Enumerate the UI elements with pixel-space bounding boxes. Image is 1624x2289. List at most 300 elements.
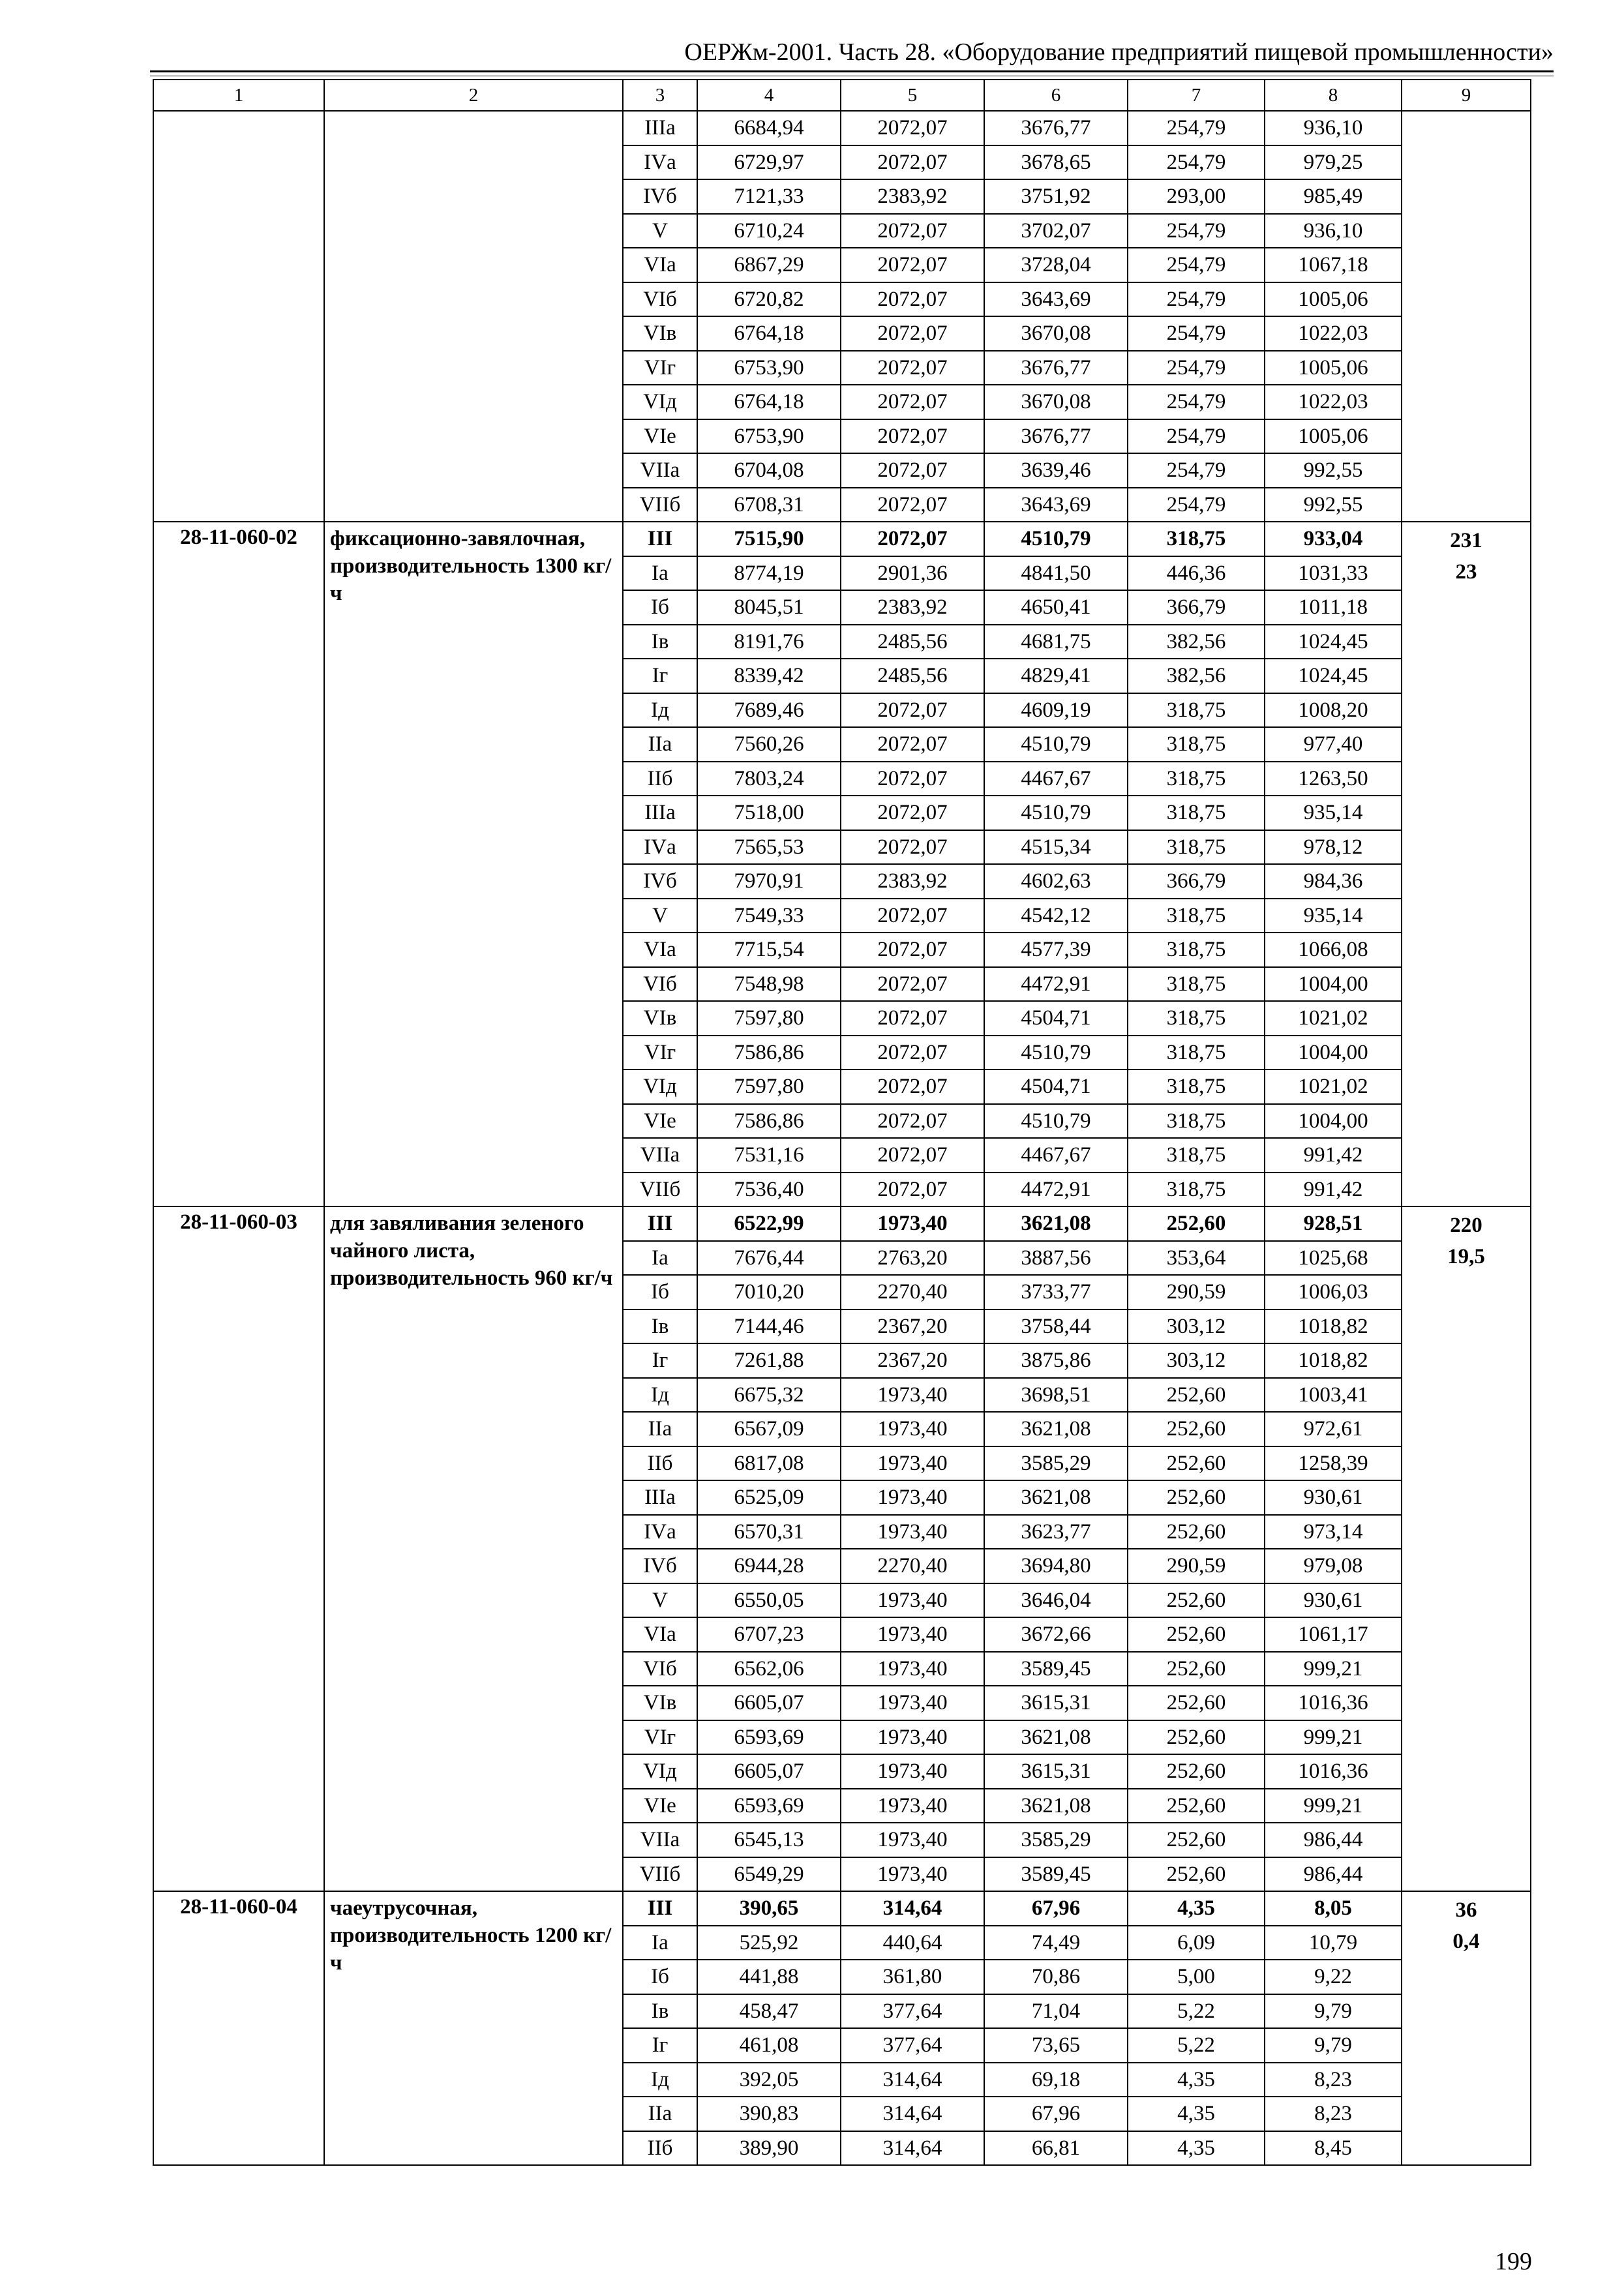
table-cell: 1005,06 — [1265, 419, 1402, 454]
table-cell: 2270,40 — [841, 1549, 984, 1583]
table-cell: 4829,41 — [984, 659, 1128, 693]
table-cell: 4602,63 — [984, 864, 1128, 899]
table-cell: 314,64 — [841, 2097, 984, 2131]
table-cell: 252,60 — [1128, 1480, 1265, 1515]
table-cell: VIIа — [623, 453, 697, 488]
table-cell: 986,44 — [1265, 1857, 1402, 1892]
table-cell: 6675,32 — [697, 1378, 841, 1413]
column-header-row — [153, 80, 1531, 111]
table-cell: 7560,26 — [697, 727, 841, 762]
table-cell: 69,18 — [984, 2063, 1128, 2097]
table-cell: 3639,46 — [984, 453, 1128, 488]
table-cell: 2072,07 — [841, 1173, 984, 1207]
table-cell: 7689,46 — [697, 693, 841, 728]
table-cell: VIа — [623, 933, 697, 967]
table-cell: Iд — [623, 1378, 697, 1413]
table-cell: 1973,40 — [841, 1583, 984, 1618]
table-cell: 2072,07 — [841, 453, 984, 488]
table-cell: 71,04 — [984, 1994, 1128, 2029]
table-cell: 252,60 — [1128, 1789, 1265, 1823]
col9-value: 19,5 — [1447, 1245, 1485, 1268]
table-cell: 252,60 — [1128, 1583, 1265, 1618]
table-cell: 9,79 — [1265, 2028, 1402, 2063]
table-cell: 2072,07 — [841, 248, 984, 282]
table-cell: 303,12 — [1128, 1309, 1265, 1344]
table-cell: IVб — [623, 179, 697, 214]
table-cell: 7121,33 — [697, 179, 841, 214]
table-cell: VIв — [623, 1686, 697, 1720]
table-cell: 446,36 — [1128, 556, 1265, 591]
table-cell: 2072,07 — [841, 796, 984, 830]
table-cell: 2485,56 — [841, 625, 984, 659]
price-table — [153, 79, 1531, 2166]
table-cell: 390,83 — [697, 2097, 841, 2131]
table-cell: 7803,24 — [697, 762, 841, 796]
table-cell: 3678,65 — [984, 145, 1128, 180]
col9-value: 23 — [1455, 560, 1477, 584]
table-cell: 1004,00 — [1265, 1036, 1402, 1070]
table-cell: 4510,79 — [984, 796, 1128, 830]
table-cell: 1011,18 — [1265, 590, 1402, 625]
table-cell: 999,21 — [1265, 1652, 1402, 1686]
table-cell: 4,35 — [1128, 2063, 1265, 2097]
empty-col9-cell — [1402, 111, 1531, 522]
table-cell: 2383,92 — [841, 590, 984, 625]
item-code: 28-11-060-02 — [153, 522, 324, 1206]
table-cell: IVб — [623, 1549, 697, 1583]
table-cell: 74,49 — [984, 1926, 1128, 1960]
table-cell: 318,75 — [1128, 693, 1265, 728]
table-cell: VIг — [623, 1720, 697, 1755]
table-cell: 3758,44 — [984, 1309, 1128, 1344]
table-cell: 252,60 — [1128, 1823, 1265, 1857]
table-cell: 979,08 — [1265, 1549, 1402, 1583]
table-cell: 4510,79 — [984, 1036, 1128, 1070]
table-cell: 4841,50 — [984, 556, 1128, 591]
table-cell: 7536,40 — [697, 1173, 841, 1207]
table-cell: 252,60 — [1128, 1652, 1265, 1686]
table-cell: 3585,29 — [984, 1446, 1128, 1481]
table-cell: 6867,29 — [697, 248, 841, 282]
table-cell: VIд — [623, 1754, 697, 1789]
page-number: 199 — [1495, 2248, 1532, 2275]
table-cell: VIIб — [623, 488, 697, 522]
table-cell: 977,40 — [1265, 727, 1402, 762]
table-cell: 1973,40 — [841, 1857, 984, 1892]
table-cell: 318,75 — [1128, 1001, 1265, 1036]
table-cell: 2072,07 — [841, 145, 984, 180]
table-cell: 389,90 — [697, 2131, 841, 2166]
table-cell: 318,75 — [1128, 899, 1265, 933]
table-cell: 930,61 — [1265, 1480, 1402, 1515]
table-cell: VIIб — [623, 1857, 697, 1892]
table-cell: 985,49 — [1265, 179, 1402, 214]
table-cell: 1018,82 — [1265, 1343, 1402, 1378]
table-row — [153, 111, 1531, 145]
table-cell: 999,21 — [1265, 1789, 1402, 1823]
table-cell: 318,75 — [1128, 967, 1265, 1002]
table-cell: 7715,54 — [697, 933, 841, 967]
table-cell: 3676,77 — [984, 111, 1128, 145]
table-cell: V — [623, 214, 697, 248]
table-cell: 392,05 — [697, 2063, 841, 2097]
table-cell: VIг — [623, 1036, 697, 1070]
column-header: 4 — [697, 80, 841, 111]
table-cell: 4467,67 — [984, 762, 1128, 796]
table-cell: Iв — [623, 625, 697, 659]
table-cell: V — [623, 1583, 697, 1618]
table-body — [153, 111, 1531, 2165]
table-cell: 1006,03 — [1265, 1275, 1402, 1309]
table-cell: 6720,82 — [697, 282, 841, 317]
table-cell: IIIа — [623, 1480, 697, 1515]
empty-code-cell — [153, 111, 324, 522]
table-cell: 2072,07 — [841, 351, 984, 385]
table-cell: 1973,40 — [841, 1206, 984, 1241]
table-cell: 2072,07 — [841, 111, 984, 145]
table-cell: 8045,51 — [697, 590, 841, 625]
table-cell: 70,86 — [984, 1960, 1128, 1994]
table-cell: 6605,07 — [697, 1754, 841, 1789]
table-cell: 6684,94 — [697, 111, 841, 145]
table-cell: 3621,08 — [984, 1720, 1128, 1755]
table-cell: 2270,40 — [841, 1275, 984, 1309]
table-cell: 6944,28 — [697, 1549, 841, 1583]
table-cell: Iд — [623, 2063, 697, 2097]
table-cell: 6545,13 — [697, 1823, 841, 1857]
table-cell: 3643,69 — [984, 282, 1128, 317]
table-cell: 441,88 — [697, 1960, 841, 1994]
table-cell: VIд — [623, 385, 697, 419]
table-cell: 6567,09 — [697, 1412, 841, 1446]
table-cell: 972,61 — [1265, 1412, 1402, 1446]
table-cell: 8774,19 — [697, 556, 841, 591]
table-cell: 935,14 — [1265, 796, 1402, 830]
table-cell: 986,44 — [1265, 1823, 1402, 1857]
table-cell: 2072,07 — [841, 693, 984, 728]
table-cell: VIв — [623, 316, 697, 351]
table-cell: 318,75 — [1128, 933, 1265, 967]
table-cell: 318,75 — [1128, 830, 1265, 865]
table-cell: Iг — [623, 659, 697, 693]
table-cell: 377,64 — [841, 1994, 984, 2029]
table-cell: Iа — [623, 1241, 697, 1276]
table-cell: 2072,07 — [841, 830, 984, 865]
column-header: 5 — [841, 80, 984, 111]
table-cell: 1973,40 — [841, 1480, 984, 1515]
table-cell: 7565,53 — [697, 830, 841, 865]
table-cell: 2072,07 — [841, 1138, 984, 1173]
table-cell: 6570,31 — [697, 1515, 841, 1549]
table-cell: 390,65 — [697, 1891, 841, 1926]
table-cell: 4504,71 — [984, 1001, 1128, 1036]
table-cell: Iа — [623, 1926, 697, 1960]
table-cell: 6,09 — [1128, 1926, 1265, 1960]
col9-value: 231 — [1450, 529, 1482, 552]
table-cell: 1973,40 — [841, 1617, 984, 1652]
table-cell: 3615,31 — [984, 1686, 1128, 1720]
col9-value: 220 — [1450, 1214, 1482, 1237]
table-cell: VIIб — [623, 1173, 697, 1207]
table-cell: IIIа — [623, 111, 697, 145]
table-cell: 254,79 — [1128, 453, 1265, 488]
table-cell: 2763,20 — [841, 1241, 984, 1276]
table-cell: 7676,44 — [697, 1241, 841, 1276]
table-cell: 252,60 — [1128, 1446, 1265, 1481]
table-cell: 930,61 — [1265, 1583, 1402, 1618]
table-cell: 2072,07 — [841, 1001, 984, 1036]
table-cell: 3646,04 — [984, 1583, 1128, 1618]
table-cell: 525,92 — [697, 1926, 841, 1960]
table-cell: 2072,07 — [841, 522, 984, 556]
table-cell: 361,80 — [841, 1960, 984, 1994]
table-cell: 3728,04 — [984, 248, 1128, 282]
header-rule — [150, 70, 1554, 72]
table-cell: 1022,03 — [1265, 316, 1402, 351]
table-cell: 2072,07 — [841, 316, 984, 351]
table-cell: 1066,08 — [1265, 933, 1402, 967]
table-cell: VIв — [623, 1001, 697, 1036]
table-cell: 1258,39 — [1265, 1446, 1402, 1481]
table-cell: 353,64 — [1128, 1241, 1265, 1276]
table-cell: 3887,56 — [984, 1241, 1128, 1276]
table-cell: 8191,76 — [697, 625, 841, 659]
table-cell: 4577,39 — [984, 933, 1128, 967]
item-code: 28-11-060-03 — [153, 1206, 324, 1891]
table-cell: 2367,20 — [841, 1309, 984, 1344]
column-header: 6 — [984, 80, 1128, 111]
table-cell: 252,60 — [1128, 1754, 1265, 1789]
table-cell: 1004,00 — [1265, 1104, 1402, 1139]
table-cell: 2383,92 — [841, 864, 984, 899]
table-cell: 318,75 — [1128, 1138, 1265, 1173]
table-cell: 5,22 — [1128, 1994, 1265, 2029]
table-cell: 1016,36 — [1265, 1754, 1402, 1789]
table-cell: 6525,09 — [697, 1480, 841, 1515]
table-cell: 314,64 — [841, 2063, 984, 2097]
table-cell: 3676,77 — [984, 351, 1128, 385]
table-cell: Iб — [623, 1960, 697, 1994]
table-cell: 3585,29 — [984, 1823, 1128, 1857]
table-cell: 254,79 — [1128, 316, 1265, 351]
table-cell: 4472,91 — [984, 1173, 1128, 1207]
table-cell: 1005,06 — [1265, 351, 1402, 385]
table-cell: 4510,79 — [984, 522, 1128, 556]
table-cell: III — [623, 522, 697, 556]
table-cell: 3643,69 — [984, 488, 1128, 522]
table-cell: 252,60 — [1128, 1412, 1265, 1446]
table-cell: 4472,91 — [984, 967, 1128, 1002]
table-cell: 5,00 — [1128, 1960, 1265, 1994]
table-cell: V — [623, 899, 697, 933]
table-cell: 1973,40 — [841, 1652, 984, 1686]
empty-name-cell — [324, 111, 623, 522]
table-cell: 7586,86 — [697, 1104, 841, 1139]
table-cell: 6605,07 — [697, 1686, 841, 1720]
table-cell: 984,36 — [1265, 864, 1402, 899]
column-header: 8 — [1265, 80, 1402, 111]
table-cell: 366,79 — [1128, 590, 1265, 625]
table-cell: 6710,24 — [697, 214, 841, 248]
table-cell: 2072,07 — [841, 899, 984, 933]
table-cell: 293,00 — [1128, 179, 1265, 214]
column-header: 3 — [623, 80, 697, 111]
table-cell: 4467,67 — [984, 1138, 1128, 1173]
table-cell: 4542,12 — [984, 899, 1128, 933]
table-cell: 254,79 — [1128, 214, 1265, 248]
table-cell: 3733,77 — [984, 1275, 1128, 1309]
table-cell: 377,64 — [841, 2028, 984, 2063]
table-cell: 4650,41 — [984, 590, 1128, 625]
table-cell: 252,60 — [1128, 1857, 1265, 1892]
table-cell: IIб — [623, 2131, 697, 2166]
table-cell: 7531,16 — [697, 1138, 841, 1173]
table-cell: 73,65 — [984, 2028, 1128, 2063]
table-cell: 382,56 — [1128, 659, 1265, 693]
table-cell: 314,64 — [841, 2131, 984, 2166]
table-cell: 66,81 — [984, 2131, 1128, 2166]
table-cell: 3623,77 — [984, 1515, 1128, 1549]
col9-values — [1402, 522, 1531, 1206]
col9-value: 0,4 — [1452, 1930, 1480, 1953]
table-cell: 2072,07 — [841, 727, 984, 762]
item-code: 28-11-060-04 — [153, 1891, 324, 2165]
table-cell: IIб — [623, 762, 697, 796]
table-cell: 3621,08 — [984, 1412, 1128, 1446]
table-cell: 6549,29 — [697, 1857, 841, 1892]
table-cell: IIа — [623, 1412, 697, 1446]
table-cell: VIд — [623, 1070, 697, 1104]
table-cell: 7597,80 — [697, 1070, 841, 1104]
table-cell: 318,75 — [1128, 762, 1265, 796]
table-cell: Iв — [623, 1309, 697, 1344]
table-cell: VIе — [623, 1104, 697, 1139]
table-cell: 254,79 — [1128, 419, 1265, 454]
table-cell: 999,21 — [1265, 1720, 1402, 1755]
table-cell: IVа — [623, 1515, 697, 1549]
table-cell: 318,75 — [1128, 522, 1265, 556]
table-cell: 1973,40 — [841, 1378, 984, 1413]
table-cell: 254,79 — [1128, 248, 1265, 282]
table-cell: 8,45 — [1265, 2131, 1402, 2166]
table-cell: VIа — [623, 248, 697, 282]
table-row — [153, 1206, 1531, 1241]
table-cell: Iа — [623, 556, 697, 591]
column-header: 7 — [1128, 80, 1265, 111]
column-header: 9 — [1402, 80, 1531, 111]
table-cell: 1973,40 — [841, 1412, 984, 1446]
table-cell: 1021,02 — [1265, 1001, 1402, 1036]
table-cell: IIб — [623, 1446, 697, 1481]
table-cell: 6729,97 — [697, 145, 841, 180]
col9-value: 36 — [1455, 1898, 1477, 1922]
table-cell: 2072,07 — [841, 385, 984, 419]
table-cell: VIб — [623, 282, 697, 317]
table-cell: 3621,08 — [984, 1206, 1128, 1241]
table-cell: 7144,46 — [697, 1309, 841, 1344]
table-cell: 8,23 — [1265, 2097, 1402, 2131]
table-cell: 252,60 — [1128, 1617, 1265, 1652]
table-cell: 6708,31 — [697, 488, 841, 522]
table-cell: 318,75 — [1128, 1173, 1265, 1207]
table-cell: 4681,75 — [984, 625, 1128, 659]
table-cell: Iг — [623, 1343, 697, 1378]
table-cell: 4,35 — [1128, 2131, 1265, 2166]
table-cell: 440,64 — [841, 1926, 984, 1960]
table-cell: 461,08 — [697, 2028, 841, 2063]
table-cell: 2072,07 — [841, 967, 984, 1002]
table-cell: 252,60 — [1128, 1378, 1265, 1413]
table-cell: 991,42 — [1265, 1138, 1402, 1173]
table-cell: 1004,00 — [1265, 967, 1402, 1002]
table-cell: 254,79 — [1128, 111, 1265, 145]
table-cell: 4609,19 — [984, 693, 1128, 728]
table-cell: 3621,08 — [984, 1480, 1128, 1515]
table-cell: 3670,08 — [984, 316, 1128, 351]
table-cell: 4,35 — [1128, 1891, 1265, 1926]
table-cell: IVб — [623, 864, 697, 899]
table-cell: 2072,07 — [841, 1070, 984, 1104]
table-cell: 933,04 — [1265, 522, 1402, 556]
table-cell: 3694,80 — [984, 1549, 1128, 1583]
table-cell: 4510,79 — [984, 727, 1128, 762]
table-cell: 1024,45 — [1265, 659, 1402, 693]
table-cell: III — [623, 1206, 697, 1241]
table-cell: 6753,90 — [697, 419, 841, 454]
table-cell: 978,12 — [1265, 830, 1402, 865]
table-cell: 252,60 — [1128, 1515, 1265, 1549]
table-cell: VIIа — [623, 1138, 697, 1173]
table-cell: 4504,71 — [984, 1070, 1128, 1104]
table-cell: 314,64 — [841, 1891, 984, 1926]
table-cell: 3589,45 — [984, 1857, 1128, 1892]
table-cell: Iв — [623, 1994, 697, 2029]
table-cell: VIб — [623, 1652, 697, 1686]
table-cell: 2072,07 — [841, 933, 984, 967]
table-cell: 4515,34 — [984, 830, 1128, 865]
table-cell: 3875,86 — [984, 1343, 1128, 1378]
table-row — [153, 522, 1531, 556]
table-cell: 1031,33 — [1265, 556, 1402, 591]
table-cell: IVа — [623, 830, 697, 865]
table-cell: 318,75 — [1128, 1104, 1265, 1139]
table-cell: 366,79 — [1128, 864, 1265, 899]
table-cell: 252,60 — [1128, 1206, 1265, 1241]
table-cell: 1973,40 — [841, 1789, 984, 1823]
table-cell: 1973,40 — [841, 1720, 984, 1755]
table-cell: 6593,69 — [697, 1789, 841, 1823]
table-cell: 6753,90 — [697, 351, 841, 385]
table-cell: 3589,45 — [984, 1652, 1128, 1686]
table-cell: 4510,79 — [984, 1104, 1128, 1139]
table-cell: 1973,40 — [841, 1446, 984, 1481]
table-cell: 6593,69 — [697, 1720, 841, 1755]
table-cell: 6817,08 — [697, 1446, 841, 1481]
table-cell: 2072,07 — [841, 419, 984, 454]
table-cell: Iб — [623, 1275, 697, 1309]
table-cell: 1008,20 — [1265, 693, 1402, 728]
table-cell: 2901,36 — [841, 556, 984, 591]
col9-values — [1402, 1206, 1531, 1891]
table-cell: 1024,45 — [1265, 625, 1402, 659]
table-cell: 3751,92 — [984, 179, 1128, 214]
table-cell: 1003,41 — [1265, 1378, 1402, 1413]
table-cell: 2072,07 — [841, 214, 984, 248]
table-cell: 1973,40 — [841, 1515, 984, 1549]
table-cell: 992,55 — [1265, 453, 1402, 488]
table-cell: 1263,50 — [1265, 762, 1402, 796]
table-cell: 2072,07 — [841, 488, 984, 522]
